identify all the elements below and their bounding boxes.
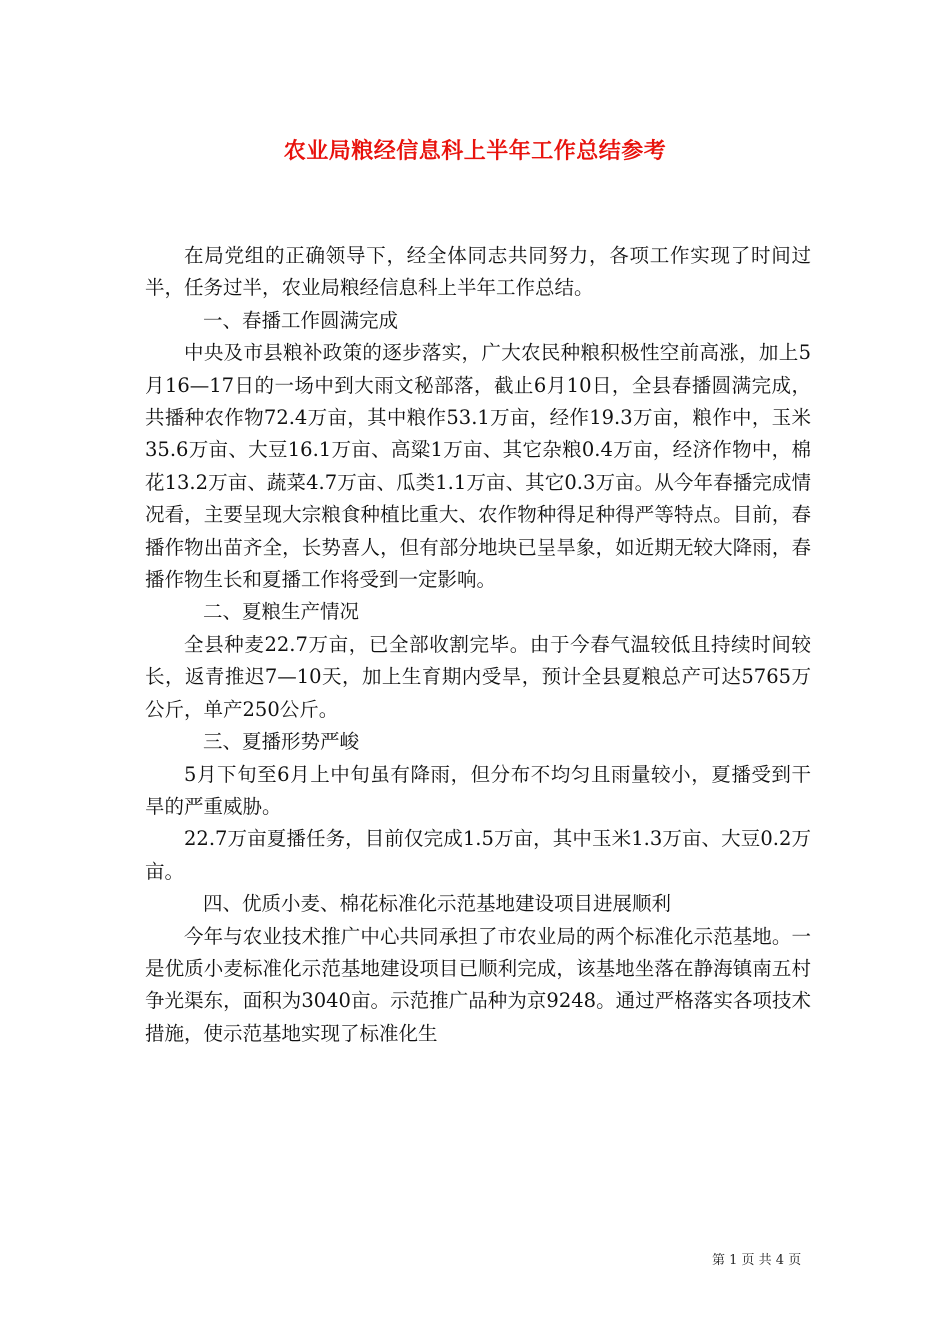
document-title: 农业局粮经信息科上半年工作总结参考	[283, 138, 667, 164]
paragraph-summer-sowing-progress: 22.7万亩夏播任务，目前仅完成1.5万亩，其中玉米1.3万亩、大豆0.2万亩。	[145, 827, 811, 883]
page-footer: 第 1 页 共 4 页	[712, 1253, 802, 1268]
paragraph-intro: 在局党组的正确领导下，经全体同志共同努力，各项工作实现了时间过半，任务过半，农业局粮经信息科上半年工作总结。	[145, 244, 811, 300]
section-heading-2: 二、夏粮生产情况	[203, 600, 360, 624]
paragraph-summer-grain: 全县种麦22.7万亩，已全部收割完毕。由于今春气温较低且持续时间较长，返青推迟7—10天，加上生育期内受旱，预计全县夏粮总产可达5765万公斤，单产250公斤。	[145, 632, 811, 721]
section-heading-4: 四、优质小麦、棉花标准化示范基地建设项目进展顺利	[203, 892, 672, 916]
section-heading-1: 一、春播工作圆满完成	[203, 308, 399, 332]
section-heading-3: 三、夏播形势严峻	[203, 730, 360, 754]
paragraph-summer-sowing-weather: 5月下旬至6月上中旬虽有降雨，但分布不均匀且雨量较小，夏播受到干旱的严重威胁。	[145, 762, 811, 818]
paragraph-spring-sowing: 中央及市县粮补政策的逐步落实，广大农民种粮积极性空前高涨，加上5月16—17日的一场中到大雨文秘部落，截止6月10日，全县春播圆满完成，共播种农作物72.4万亩，其中粮作53.1万亩，经作19.3万亩，粮作中，玉米35.6万亩、大豆16.1万亩、高粱1万亩、其它杂粮0.4万亩，经济作物中，棉花13.2万亩、蔬菜4.7万亩、瓜类1.1万亩、其它0.3万亩。从今年春播完成情况看，主要呈现大宗粮食种植比重大、农作物种得足种得严等特点。目前，春播作物出苗齐全，长势喜人，但有部分地块已呈旱象，如近期无较大降雨，春播作物生长和夏播工作将受到一定影响。	[145, 341, 811, 592]
paragraph-demo-base: 今年与农业技术推广中心共同承担了市农业局的两个标准化示范基地。一是优质小麦标准化示范基地建设项目已顺利完成，该基地坐落在静海镇南五村争光渠东，面积为3040亩。示范推广品种为京9248。通过严格落实各项技术措施，使示范基地实现了标准化生	[145, 924, 811, 1045]
document-body	[145, 240, 811, 1050]
